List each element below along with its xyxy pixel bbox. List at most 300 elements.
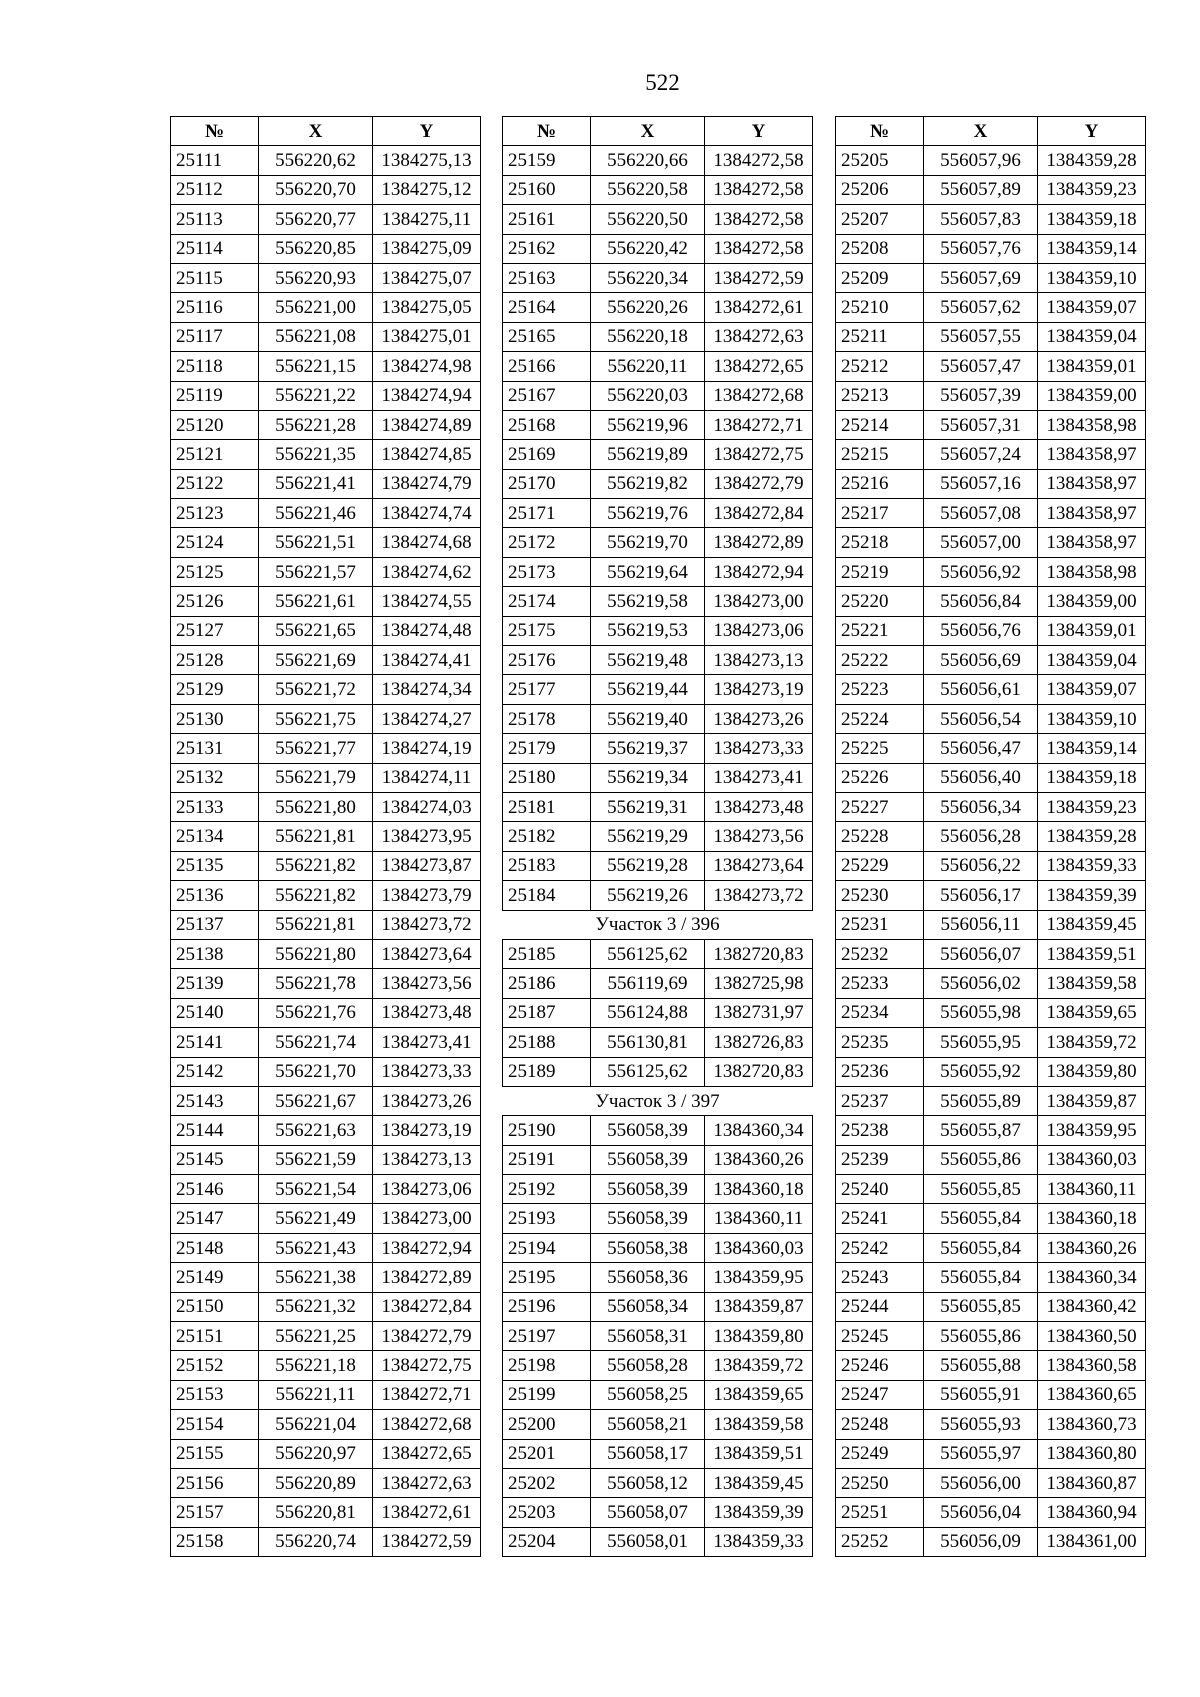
y-coordinate-cell: 1384272,65 [373,1439,481,1468]
x-coordinate-cell: 556220,62 [259,146,373,175]
y-coordinate-cell: 1384359,72 [1038,1028,1146,1057]
y-coordinate-cell: 1384272,89 [373,1263,481,1292]
x-coordinate-cell: 556056,69 [924,646,1038,675]
x-coordinate-cell: 556057,62 [924,293,1038,322]
point-number-cell: 25222 [836,646,924,675]
y-coordinate-cell: 1384360,11 [705,1204,813,1233]
x-coordinate-cell: 556219,34 [591,763,705,792]
x-coordinate-cell: 556219,82 [591,469,705,498]
y-coordinate-cell: 1384359,45 [705,1468,813,1497]
point-number-cell: 25132 [171,763,259,792]
y-coordinate-cell: 1384359,07 [1038,675,1146,704]
y-coordinate-cell: 1384273,00 [705,587,813,616]
y-coordinate-cell: 1384359,14 [1038,234,1146,263]
table-row [171,1233,481,1262]
x-coordinate-cell: 556221,63 [259,1116,373,1145]
point-number-cell: 25251 [836,1498,924,1527]
table-row [171,1145,481,1174]
y-coordinate-cell: 1384360,73 [1038,1410,1146,1439]
y-coordinate-cell: 1384272,89 [705,528,813,557]
x-coordinate-cell: 556058,31 [591,1322,705,1351]
y-coordinate-cell: 1384273,19 [705,675,813,704]
table-row [503,616,813,645]
point-number-cell: 25180 [503,763,591,792]
x-coordinate-cell: 556221,79 [259,763,373,792]
y-coordinate-cell: 1384272,94 [705,557,813,586]
y-coordinate-cell: 1384359,10 [1038,704,1146,733]
x-coordinate-cell: 556221,80 [259,939,373,968]
table-row [836,410,1146,439]
table-row [503,322,813,351]
point-number-cell: 25174 [503,587,591,616]
y-coordinate-cell: 1384275,13 [373,146,481,175]
table-row [836,1233,1146,1262]
y-coordinate-cell: 1384273,56 [373,969,481,998]
x-coordinate-cell: 556221,54 [259,1175,373,1204]
y-coordinate-cell: 1384360,42 [1038,1292,1146,1321]
table-row [503,851,813,880]
header-number: № [836,117,924,146]
table-row [171,939,481,968]
point-number-cell: 25133 [171,792,259,821]
y-coordinate-cell: 1384274,03 [373,792,481,821]
x-coordinate-cell: 556220,58 [591,175,705,204]
x-coordinate-cell: 556057,83 [924,205,1038,234]
coordinate-table-2 [502,116,813,1557]
table-row [836,1116,1146,1145]
y-coordinate-cell: 1384273,95 [373,822,481,851]
table-row [836,1410,1146,1439]
point-number-cell: 25228 [836,822,924,851]
x-coordinate-cell: 556221,46 [259,499,373,528]
y-coordinate-cell: 1384274,48 [373,616,481,645]
x-coordinate-cell: 556058,39 [591,1175,705,1204]
point-number-cell: 25118 [171,352,259,381]
y-coordinate-cell: 1384359,01 [1038,352,1146,381]
x-coordinate-cell: 556221,76 [259,998,373,1027]
y-coordinate-cell: 1384360,50 [1038,1322,1146,1351]
point-number-cell: 25165 [503,322,591,351]
table-row [171,1380,481,1409]
y-coordinate-cell: 1382731,97 [705,998,813,1027]
table-row [171,1292,481,1321]
point-number-cell: 25232 [836,939,924,968]
table-row [836,969,1146,998]
y-coordinate-cell: 1384275,11 [373,205,481,234]
y-coordinate-cell: 1384359,80 [1038,1057,1146,1086]
point-number-cell: 25252 [836,1527,924,1556]
point-number-cell: 25208 [836,234,924,263]
x-coordinate-cell: 556055,85 [924,1292,1038,1321]
x-coordinate-cell: 556220,89 [259,1468,373,1497]
y-coordinate-cell: 1384360,65 [1038,1380,1146,1409]
table-row [836,440,1146,469]
table-row [171,822,481,851]
x-coordinate-cell: 556058,39 [591,1204,705,1233]
x-coordinate-cell: 556130,81 [591,1028,705,1057]
table-row [171,1498,481,1527]
x-coordinate-cell: 556058,39 [591,1116,705,1145]
y-coordinate-cell: 1384273,33 [373,1057,481,1086]
y-coordinate-cell: 1384272,79 [373,1322,481,1351]
x-coordinate-cell: 556220,85 [259,234,373,263]
point-number-cell: 25128 [171,646,259,675]
header-x: X [924,117,1038,146]
x-coordinate-cell: 556055,97 [924,1439,1038,1468]
y-coordinate-cell: 1384359,28 [1038,146,1146,175]
x-coordinate-cell: 556221,70 [259,1057,373,1086]
x-coordinate-cell: 556057,31 [924,410,1038,439]
table-row [503,969,813,998]
y-coordinate-cell: 1384360,87 [1038,1468,1146,1497]
x-coordinate-cell: 556219,26 [591,881,705,910]
y-coordinate-cell: 1384359,80 [705,1322,813,1351]
x-coordinate-cell: 556221,82 [259,851,373,880]
point-number-cell: 25205 [836,146,924,175]
point-number-cell: 25123 [171,499,259,528]
y-coordinate-cell: 1384272,58 [705,146,813,175]
x-coordinate-cell: 556221,81 [259,910,373,939]
table-row [503,1468,813,1497]
coordinate-table-1 [170,116,481,1557]
x-coordinate-cell: 556220,66 [591,146,705,175]
y-coordinate-cell: 1384361,00 [1038,1527,1146,1556]
y-coordinate-cell: 1384274,34 [373,675,481,704]
point-number-cell: 25159 [503,146,591,175]
point-number-cell: 25137 [171,910,259,939]
page-number: 522 [645,70,680,95]
point-number-cell: 25217 [836,499,924,528]
x-coordinate-cell: 556219,37 [591,734,705,763]
x-coordinate-cell: 556057,08 [924,499,1038,528]
point-number-cell: 25151 [171,1322,259,1351]
point-number-cell: 25115 [171,263,259,292]
y-coordinate-cell: 1384273,19 [373,1116,481,1145]
table-row [503,1263,813,1292]
x-coordinate-cell: 556221,22 [259,381,373,410]
x-coordinate-cell: 556057,76 [924,234,1038,263]
table-row [836,675,1146,704]
table-row [503,675,813,704]
point-number-cell: 25148 [171,1233,259,1262]
x-coordinate-cell: 556221,80 [259,792,373,821]
table-row [503,205,813,234]
y-coordinate-cell: 1382726,83 [705,1028,813,1057]
x-coordinate-cell: 556056,00 [924,1468,1038,1497]
y-coordinate-cell: 1384272,94 [373,1233,481,1262]
header-y: Y [705,117,813,146]
x-coordinate-cell: 556220,18 [591,322,705,351]
y-coordinate-cell: 1384359,00 [1038,587,1146,616]
point-number-cell: 25113 [171,205,259,234]
point-number-cell: 25135 [171,851,259,880]
table-row [171,587,481,616]
table-row [836,822,1146,851]
table-row [171,616,481,645]
point-number-cell: 25241 [836,1204,924,1233]
x-coordinate-cell: 556058,01 [591,1527,705,1556]
y-coordinate-cell: 1384273,64 [705,851,813,880]
point-number-cell: 25173 [503,557,591,586]
y-coordinate-cell: 1384275,01 [373,322,481,351]
point-number-cell: 25143 [171,1086,259,1115]
x-coordinate-cell: 556221,69 [259,646,373,675]
y-coordinate-cell: 1384272,58 [705,175,813,204]
y-coordinate-cell: 1384273,06 [705,616,813,645]
table-row [836,1322,1146,1351]
table-row [836,1468,1146,1497]
y-coordinate-cell: 1384359,23 [1038,175,1146,204]
table-row [503,1175,813,1204]
y-coordinate-cell: 1384274,94 [373,381,481,410]
x-coordinate-cell: 556125,62 [591,1057,705,1086]
x-coordinate-cell: 556219,70 [591,528,705,557]
table-row [503,263,813,292]
y-coordinate-cell: 1384274,79 [373,469,481,498]
y-coordinate-cell: 1384275,05 [373,293,481,322]
point-number-cell: 25192 [503,1175,591,1204]
x-coordinate-cell: 556219,64 [591,557,705,586]
y-coordinate-cell: 1384360,94 [1038,1498,1146,1527]
table-row [171,734,481,763]
x-coordinate-cell: 556119,69 [591,969,705,998]
point-number-cell: 25117 [171,322,259,351]
y-coordinate-cell: 1384359,95 [705,1263,813,1292]
table-row [503,587,813,616]
point-number-cell: 25184 [503,881,591,910]
y-coordinate-cell: 1384272,68 [705,381,813,410]
point-number-cell: 25236 [836,1057,924,1086]
x-coordinate-cell: 556221,67 [259,1086,373,1115]
table-row [503,146,813,175]
x-coordinate-cell: 556219,31 [591,792,705,821]
x-coordinate-cell: 556221,00 [259,293,373,322]
x-coordinate-cell: 556221,43 [259,1233,373,1262]
x-coordinate-cell: 556221,18 [259,1351,373,1380]
table-row [503,1410,813,1439]
y-coordinate-cell: 1384359,95 [1038,1116,1146,1145]
x-coordinate-cell: 556219,89 [591,440,705,469]
header-number: № [503,117,591,146]
y-coordinate-cell: 1384360,26 [705,1145,813,1174]
point-number-cell: 25193 [503,1204,591,1233]
table-row [836,734,1146,763]
table-row [503,1028,813,1057]
point-number-cell: 25171 [503,499,591,528]
y-coordinate-cell: 1384360,18 [1038,1204,1146,1233]
y-coordinate-cell: 1384360,34 [705,1116,813,1145]
y-coordinate-cell: 1384359,33 [705,1527,813,1556]
table-row [836,792,1146,821]
header-y: Y [1038,117,1146,146]
point-number-cell: 25233 [836,969,924,998]
y-coordinate-cell: 1384272,84 [705,499,813,528]
table-row [836,1263,1146,1292]
section-row [503,1086,813,1115]
y-coordinate-cell: 1384274,89 [373,410,481,439]
table-row [836,499,1146,528]
table-row [171,322,481,351]
x-coordinate-cell: 556056,40 [924,763,1038,792]
table-row [171,410,481,439]
y-coordinate-cell: 1384359,58 [1038,969,1146,998]
point-number-cell: 25229 [836,851,924,880]
table-row [503,1322,813,1351]
y-coordinate-cell: 1384359,45 [1038,910,1146,939]
table-row [836,234,1146,263]
point-number-cell: 25185 [503,939,591,968]
point-number-cell: 25250 [836,1468,924,1497]
y-coordinate-cell: 1384272,61 [705,293,813,322]
point-number-cell: 25182 [503,822,591,851]
table-row [503,998,813,1027]
x-coordinate-cell: 556219,96 [591,410,705,439]
point-number-cell: 25127 [171,616,259,645]
x-coordinate-cell: 556221,65 [259,616,373,645]
point-number-cell: 25167 [503,381,591,410]
table-row [836,587,1146,616]
table-row [503,410,813,439]
point-number-cell: 25197 [503,1322,591,1351]
x-coordinate-cell: 556055,84 [924,1233,1038,1262]
y-coordinate-cell: 1384359,39 [1038,881,1146,910]
point-number-cell: 25247 [836,1380,924,1409]
table-row [836,1498,1146,1527]
table-row [836,851,1146,880]
x-coordinate-cell: 556220,97 [259,1439,373,1468]
y-coordinate-cell: 1384360,11 [1038,1175,1146,1204]
table-row [171,881,481,910]
x-coordinate-cell: 556221,77 [259,734,373,763]
point-number-cell: 25122 [171,469,259,498]
table-row [503,1204,813,1233]
x-coordinate-cell: 556220,26 [591,293,705,322]
y-coordinate-cell: 1384273,06 [373,1175,481,1204]
x-coordinate-cell: 556221,51 [259,528,373,557]
x-coordinate-cell: 556058,36 [591,1263,705,1292]
x-coordinate-cell: 556058,39 [591,1145,705,1174]
table-row [171,469,481,498]
x-coordinate-cell: 556055,87 [924,1116,1038,1145]
table-row [171,499,481,528]
y-coordinate-cell: 1384275,12 [373,175,481,204]
y-coordinate-cell: 1384358,97 [1038,440,1146,469]
y-coordinate-cell: 1384273,87 [373,851,481,880]
point-number-cell: 25169 [503,440,591,469]
x-coordinate-cell: 556219,48 [591,646,705,675]
point-number-cell: 25223 [836,675,924,704]
point-number-cell: 25153 [171,1380,259,1409]
table-row [503,175,813,204]
point-number-cell: 25244 [836,1292,924,1321]
x-coordinate-cell: 556056,76 [924,616,1038,645]
table-row [171,146,481,175]
table-row [836,205,1146,234]
point-number-cell: 25218 [836,528,924,557]
table-row [503,792,813,821]
table-row [836,528,1146,557]
x-coordinate-cell: 556220,50 [591,205,705,234]
y-coordinate-cell: 1384359,10 [1038,263,1146,292]
table-row [503,1527,813,1556]
table-row [836,1292,1146,1321]
x-coordinate-cell: 556221,32 [259,1292,373,1321]
table-row [836,763,1146,792]
table-row [171,234,481,263]
x-coordinate-cell: 556220,70 [259,175,373,204]
y-coordinate-cell: 1384359,39 [705,1498,813,1527]
table-row [503,1351,813,1380]
y-coordinate-cell: 1384273,72 [373,910,481,939]
table-row [836,1145,1146,1174]
x-coordinate-cell: 556221,08 [259,322,373,351]
table-row [171,528,481,557]
table-row [503,440,813,469]
point-number-cell: 25210 [836,293,924,322]
y-coordinate-cell: 1384358,97 [1038,528,1146,557]
x-coordinate-cell: 556055,88 [924,1351,1038,1380]
y-coordinate-cell: 1384359,51 [1038,939,1146,968]
y-coordinate-cell: 1384272,65 [705,352,813,381]
table-row [171,1116,481,1145]
x-coordinate-cell: 556221,49 [259,1204,373,1233]
y-coordinate-cell: 1384272,58 [705,234,813,263]
y-coordinate-cell: 1384272,71 [705,410,813,439]
table-row [836,263,1146,292]
table-row [171,763,481,792]
y-coordinate-cell: 1384358,97 [1038,469,1146,498]
point-number-cell: 25144 [171,1116,259,1145]
point-number-cell: 25231 [836,910,924,939]
point-number-cell: 25221 [836,616,924,645]
x-coordinate-cell: 556056,02 [924,969,1038,998]
y-coordinate-cell: 1384273,48 [373,998,481,1027]
point-number-cell: 25238 [836,1116,924,1145]
y-coordinate-cell: 1384274,27 [373,704,481,733]
point-number-cell: 25243 [836,1263,924,1292]
x-coordinate-cell: 556055,89 [924,1086,1038,1115]
y-coordinate-cell: 1384359,01 [1038,616,1146,645]
y-coordinate-cell: 1384273,79 [373,881,481,910]
point-number-cell: 25189 [503,1057,591,1086]
table-row [836,646,1146,675]
point-number-cell: 25183 [503,851,591,880]
table-row [836,352,1146,381]
table-row [503,499,813,528]
y-coordinate-cell: 1384359,07 [1038,293,1146,322]
coordinate-table-3 [835,116,1146,1557]
x-coordinate-cell: 556124,88 [591,998,705,1027]
point-number-cell: 25204 [503,1527,591,1556]
point-number-cell: 25220 [836,587,924,616]
x-coordinate-cell: 556055,98 [924,998,1038,1027]
point-number-cell: 25145 [171,1145,259,1174]
x-coordinate-cell: 556057,16 [924,469,1038,498]
table-row [836,1380,1146,1409]
x-coordinate-cell: 556220,93 [259,263,373,292]
y-coordinate-cell: 1384360,03 [1038,1145,1146,1174]
point-number-cell: 25129 [171,675,259,704]
point-number-cell: 25146 [171,1175,259,1204]
point-number-cell: 25235 [836,1028,924,1057]
x-coordinate-cell: 556056,07 [924,939,1038,968]
point-number-cell: 25216 [836,469,924,498]
point-number-cell: 25246 [836,1351,924,1380]
y-coordinate-cell: 1384358,98 [1038,410,1146,439]
x-coordinate-cell: 556219,44 [591,675,705,704]
table-row [171,1204,481,1233]
point-number-cell: 25158 [171,1527,259,1556]
